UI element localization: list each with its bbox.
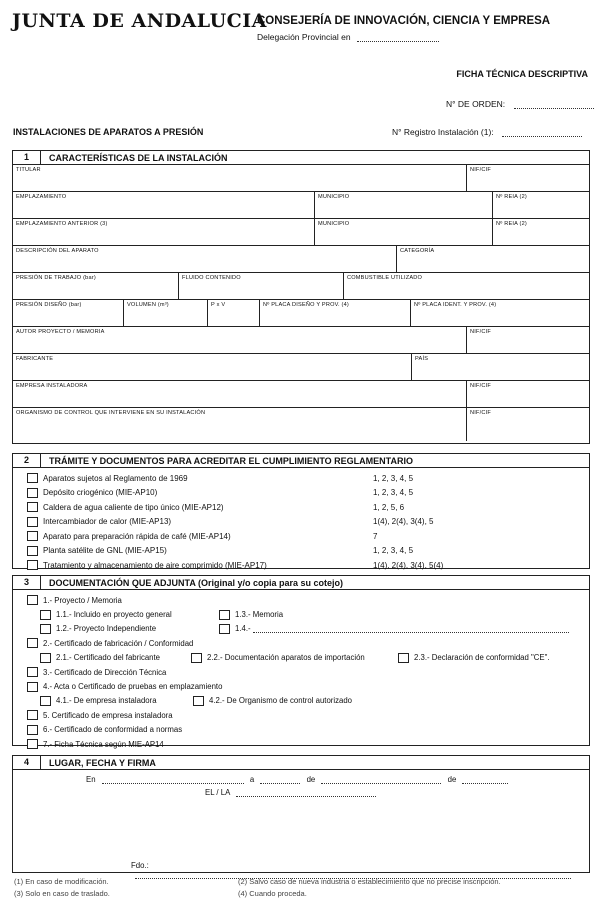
section-2-header bbox=[13, 454, 589, 468]
nif-field[interactable]: NIF/CIF bbox=[470, 329, 491, 335]
junta-logo: JUNTA DE ANDALUCIA bbox=[12, 10, 267, 32]
section-1-header bbox=[13, 151, 589, 165]
section-title: LUGAR, FECHA Y FIRMA bbox=[49, 757, 156, 768]
tramite-list bbox=[13, 468, 589, 573]
checkbox[interactable] bbox=[191, 653, 202, 663]
checkbox[interactable] bbox=[27, 710, 38, 720]
pxv-field[interactable]: P x V bbox=[208, 300, 260, 326]
instalaciones-title: INSTALACIONES DE APARATOS A PRESIÓN bbox=[13, 127, 204, 137]
list-item: 2.- Certificado de fabricación / Conformidad bbox=[13, 636, 589, 650]
orden-label: N° DE ORDEN: bbox=[446, 99, 506, 109]
el-la-label: EL / LA bbox=[205, 788, 230, 797]
descripcion-field[interactable]: DESCRIPCIÓN DEL APARATO bbox=[13, 246, 397, 272]
section-number: 3 bbox=[13, 576, 41, 589]
list-item: Aparato para preparación rápida de café (MIE-AP14) 7 bbox=[13, 529, 589, 544]
list-item: 4.1.- De empresa instaladora 4.2.- De Organismo de control autorizado bbox=[13, 694, 589, 708]
dia-field[interactable] bbox=[260, 776, 300, 784]
footnote: (3) Solo en caso de traslado. bbox=[14, 889, 110, 898]
checkbox[interactable] bbox=[219, 624, 230, 634]
doc-codes: 1, 2, 3, 4, 5 bbox=[373, 546, 414, 556]
registro-label: N° Registro Instalación (1): bbox=[392, 127, 494, 137]
categoria-field[interactable]: CATEGORÍA bbox=[400, 248, 435, 254]
empresa-field[interactable]: EMPRESA INSTALADORA bbox=[13, 381, 467, 407]
registro-field[interactable] bbox=[502, 129, 582, 137]
checkbox[interactable] bbox=[27, 682, 38, 692]
row-descripcion bbox=[13, 246, 589, 273]
list-item: 7.- Ficha Técnica según MIE-AP14 bbox=[13, 737, 589, 751]
fdo-label: Fdo.: bbox=[131, 861, 149, 870]
consejeria-title: CONSEJERÍA DE INNOVACIÓN, CIENCIA Y EMPRESA bbox=[257, 15, 551, 27]
other-doc-field[interactable] bbox=[253, 625, 569, 633]
titular-field[interactable]: TITULAR bbox=[13, 165, 467, 191]
row-empresa bbox=[13, 381, 589, 408]
reia-field[interactable]: Nº REIA (2) bbox=[496, 194, 527, 200]
list-item: 2.1.- Certificado del fabricante 2.2.- Documentación aparatos de importación 2.3.- Declaración de conformidad "CE". bbox=[13, 651, 589, 665]
row-organismo bbox=[13, 408, 589, 441]
checkbox[interactable] bbox=[27, 473, 38, 483]
checkbox[interactable] bbox=[219, 610, 230, 620]
section-title: CARACTERÍSTICAS DE LA INSTALACIÓN bbox=[49, 152, 228, 163]
row-titular bbox=[13, 165, 589, 192]
checkbox[interactable] bbox=[27, 488, 38, 498]
checkbox[interactable] bbox=[40, 653, 51, 663]
footnote: (1) En caso de modificación. bbox=[14, 877, 109, 886]
section-4 bbox=[12, 755, 590, 873]
list-item: 5. Certificado de empresa instaladora bbox=[13, 708, 589, 722]
nif-field[interactable]: NIF/CIF bbox=[470, 410, 491, 416]
el-la-line bbox=[205, 788, 376, 797]
list-item: Tratamiento y almacenamiento de aire comprimido (MIE-AP17) 1(4), 2(4), 3(4), 5(4) bbox=[13, 558, 589, 573]
section-2 bbox=[12, 453, 590, 569]
doc-codes: 1(4), 2(4), 3(4), 5 bbox=[373, 517, 434, 527]
doc-codes: 1, 2, 3, 4, 5 bbox=[373, 473, 414, 483]
lugar-fecha-line bbox=[86, 775, 508, 784]
lugar-field[interactable] bbox=[102, 776, 244, 784]
row-emplazamiento bbox=[13, 192, 589, 219]
doc-codes: 7 bbox=[373, 531, 378, 541]
checkbox[interactable] bbox=[27, 595, 38, 605]
section-3-header bbox=[13, 576, 589, 590]
row-presion-trabajo bbox=[13, 273, 589, 300]
list-item: 1.2.- Proyecto Independiente 1.4.- bbox=[13, 622, 589, 636]
checkbox[interactable] bbox=[398, 653, 409, 663]
checkbox[interactable] bbox=[27, 502, 38, 512]
list-item: 6.- Certificado de conformidad a normas bbox=[13, 723, 589, 737]
fluido-field[interactable]: FLUIDO CONTENIDO bbox=[179, 273, 344, 299]
checkbox[interactable] bbox=[27, 739, 38, 749]
placa-diseno-field[interactable]: Nº PLACA DISEÑO Y PROV. (4) bbox=[260, 300, 411, 326]
ficha-title: FICHA TÉCNICA DESCRIPTIVA bbox=[456, 69, 588, 79]
en-label: En bbox=[86, 775, 96, 784]
list-item: Depósito criogénico (MIE-AP10) 1, 2, 3, 4, 5 bbox=[13, 486, 589, 501]
section-number: 2 bbox=[13, 454, 41, 467]
checkbox[interactable] bbox=[27, 531, 38, 541]
list-item: 4.- Acta o Certificado de pruebas en emplazamiento bbox=[13, 679, 589, 693]
doc-codes: 1(4), 2(4), 3(4), 5(4) bbox=[373, 560, 444, 570]
section-number: 1 bbox=[13, 151, 41, 164]
footnote: (2) Salvo caso de nueva industria o establecimiento que no precise inscripción. bbox=[238, 877, 501, 886]
doc-codes: 1, 2, 3, 4, 5 bbox=[373, 488, 414, 498]
delegacion-field[interactable] bbox=[357, 34, 439, 42]
list-item: 1.- Proyecto / Memoria bbox=[13, 593, 589, 607]
emplazamiento-field[interactable]: EMPLAZAMIENTO bbox=[13, 192, 315, 218]
section-3 bbox=[12, 575, 590, 749]
footnote: (4) Cuando proceda. bbox=[238, 889, 307, 898]
fabricante-field[interactable]: FABRICANTE bbox=[13, 354, 412, 380]
checkbox[interactable] bbox=[27, 667, 38, 677]
checkbox[interactable] bbox=[40, 696, 51, 706]
section-number: 4 bbox=[13, 756, 41, 769]
pais-field[interactable]: PAÍS bbox=[415, 356, 429, 362]
row-emplazamiento-anterior bbox=[13, 219, 589, 246]
checkbox[interactable] bbox=[40, 610, 51, 620]
municipio-field[interactable]: MUNICIPIO bbox=[315, 219, 493, 245]
list-item: 1.1.- Incluido en proyecto general 1.3.- Memoria bbox=[13, 607, 589, 621]
nif-field[interactable]: NIF/CIF bbox=[470, 383, 491, 389]
list-item: Intercambiador de calor (MIE-AP13) 1(4), 2(4), 3(4), 5 bbox=[13, 515, 589, 530]
municipio-field[interactable]: MUNICIPIO bbox=[315, 192, 493, 218]
checkbox[interactable] bbox=[27, 517, 38, 527]
delegacion-label: Delegación Provincial en bbox=[257, 32, 351, 42]
delegacion-line bbox=[257, 32, 439, 42]
presion-trabajo-field[interactable]: PRESIÓN DE TRABAJO (bar) bbox=[13, 273, 179, 299]
placa-ident-field[interactable]: Nº PLACA IDENT. Y PROV. (4) bbox=[414, 302, 497, 308]
list-item: Caldera de agua caliente de tipo único (MIE-AP12) 1, 2, 5, 6 bbox=[13, 500, 589, 515]
section-4-header bbox=[13, 756, 589, 770]
anio-field[interactable] bbox=[462, 776, 508, 784]
registro-line bbox=[392, 127, 582, 137]
el-la-field[interactable] bbox=[236, 789, 376, 797]
reia-field[interactable]: Nº REIA (2) bbox=[496, 221, 527, 227]
de-label: de bbox=[447, 775, 457, 784]
organismo-field[interactable]: ORGANISMO DE CONTROL QUE INTERVIENE EN SU INSTALACIÓN bbox=[13, 408, 467, 441]
nif-field[interactable]: NIF/CIF bbox=[470, 167, 491, 173]
mes-field[interactable] bbox=[321, 776, 441, 784]
emplazamiento-anterior-field[interactable]: EMPLAZAMIENTO ANTERIOR (3) bbox=[13, 219, 315, 245]
presion-diseno-field[interactable]: PRESIÓN DISEÑO (bar) bbox=[13, 300, 124, 326]
documentacion-list bbox=[13, 590, 589, 751]
combustible-field[interactable]: COMBUSTIBLE UTILIZADO bbox=[347, 275, 423, 281]
a-label: a bbox=[249, 775, 255, 784]
checkbox[interactable] bbox=[27, 638, 38, 648]
row-autor bbox=[13, 327, 589, 354]
list-item: Aparatos sujetos al Reglamento de 1969 1, 2, 3, 4, 5 bbox=[13, 471, 589, 486]
orden-line bbox=[446, 99, 594, 109]
list-item: 3.- Certificado de Dirección Técnica bbox=[13, 665, 589, 679]
section-1 bbox=[12, 150, 590, 444]
checkbox[interactable] bbox=[193, 696, 204, 706]
row-presion-diseno bbox=[13, 300, 589, 327]
doc-codes: 1, 2, 5, 6 bbox=[373, 502, 405, 512]
checkbox[interactable] bbox=[27, 560, 38, 570]
section-title: TRÁMITE Y DOCUMENTOS PARA ACREDITAR EL CUMPLIMIENTO REGLAMENTARIO bbox=[49, 455, 414, 466]
checkbox[interactable] bbox=[27, 546, 38, 556]
checkbox[interactable] bbox=[40, 624, 51, 634]
orden-field[interactable] bbox=[514, 101, 594, 109]
checkbox[interactable] bbox=[27, 725, 38, 735]
row-fabricante bbox=[13, 354, 589, 381]
de-label: de bbox=[306, 775, 316, 784]
section-title: DOCUMENTACIÓN QUE ADJUNTA (Original y/o copia para su cotejo) bbox=[49, 577, 344, 588]
list-item: Planta satélite de GNL (MIE-AP15) 1, 2, 3, 4, 5 bbox=[13, 544, 589, 559]
autor-field[interactable]: AUTOR PROYECTO / MEMORIA bbox=[13, 327, 467, 353]
volumen-field[interactable]: VOLUMEN (m³) bbox=[124, 300, 208, 326]
